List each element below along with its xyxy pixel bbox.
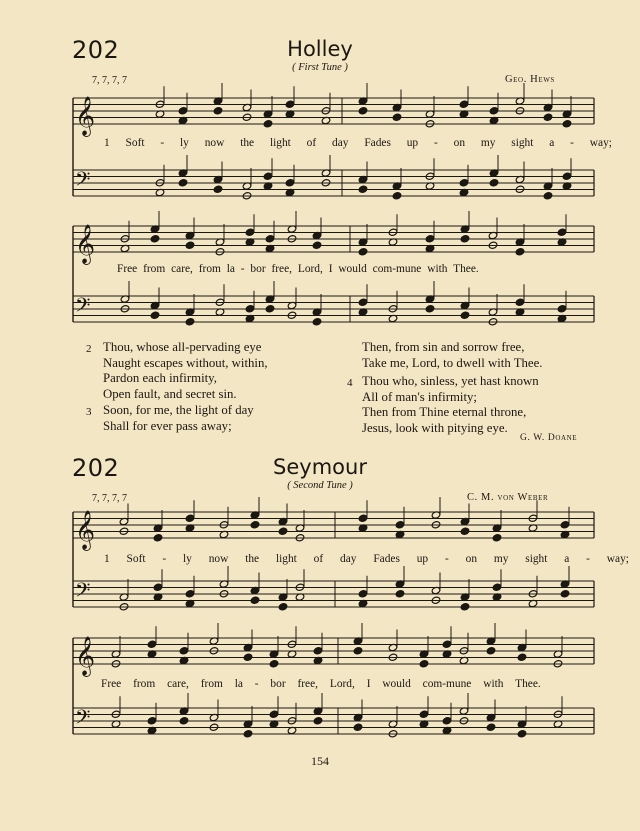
note-head: [460, 235, 470, 243]
note-head: [492, 534, 502, 542]
note-head: [147, 640, 157, 648]
note-head: [562, 120, 572, 128]
note-head: [185, 318, 195, 326]
note-head: [263, 172, 273, 180]
bass-clef-icon: 𝄢: [75, 578, 91, 607]
bass-clef-icon: 𝄢: [75, 293, 91, 322]
note-head: [250, 596, 260, 604]
verse-text: Thou, whose all-pervading eye Naught escapes without, within, Pardon each infirmity, Open fault, and secret sin.: [103, 340, 268, 401]
note-head: [213, 107, 223, 115]
note-head: [179, 717, 189, 725]
lyric-line: 1 Soft - ly now the light of day Fades up - on my sight a - way;: [104, 137, 612, 149]
note-head: [243, 653, 253, 661]
note-head: [517, 653, 527, 661]
note-head: [543, 192, 553, 200]
bass-clef-icon: 𝄢: [75, 167, 91, 196]
page-number: 154: [311, 754, 329, 768]
note-head: [179, 647, 189, 655]
note-head: [250, 521, 260, 529]
note-head: [265, 305, 275, 313]
note-head: [269, 710, 279, 718]
note-head: [358, 590, 368, 598]
note-head: [178, 179, 188, 187]
note-head: [425, 305, 435, 313]
note-head: [557, 305, 567, 313]
composer: C. M. von Weber: [467, 492, 549, 503]
note-head: [185, 514, 195, 522]
bass-clef-icon: 𝄢: [75, 705, 91, 734]
note-head: [486, 647, 496, 655]
note-head: [265, 235, 275, 243]
note-head: [395, 590, 405, 598]
treble-clef-icon: 𝄞: [75, 96, 96, 136]
lyric-line: Free from care, from la - bor free, Lord, I would com-mune with Thee.: [117, 263, 479, 275]
note-head: [515, 298, 525, 306]
note-head: [358, 514, 368, 522]
note-head: [492, 583, 502, 591]
note-head: [358, 185, 368, 193]
treble-clef-icon: 𝄞: [75, 224, 96, 264]
note-head: [245, 228, 255, 236]
hymn-number: 202: [72, 454, 120, 482]
note-head: [313, 717, 323, 725]
note-head: [560, 590, 570, 598]
note-head: [353, 647, 363, 655]
hymn-number: 202: [72, 36, 120, 64]
note-head: [460, 603, 470, 611]
note-head: [285, 100, 295, 108]
note-head: [562, 172, 572, 180]
verse-text: Thou who, sinless, yet hast known All of man's infirmity; Then from Thine eternal throne, Jesus, look with pitying eye.: [362, 374, 539, 435]
note-head: [263, 120, 273, 128]
note-head: [517, 730, 527, 738]
note-head: [358, 248, 368, 256]
note-head: [213, 185, 223, 193]
meter: 7, 7, 7, 7: [92, 493, 127, 504]
tune-note: ( Second Tune ): [287, 480, 353, 491]
hymn-title: Holley: [287, 37, 353, 61]
meter: 7, 7, 7, 7: [92, 75, 127, 86]
composer: Geo. Hews: [505, 74, 555, 85]
note-head: [442, 640, 452, 648]
note-head: [395, 521, 405, 529]
note-head: [459, 179, 469, 187]
note-head: [312, 241, 322, 249]
note-head: [153, 583, 163, 591]
note-head: [245, 305, 255, 313]
verse-text: Soon, for me, the light of day Shall for ever pass away;: [103, 403, 254, 433]
note-head: [442, 717, 452, 725]
note-head: [285, 179, 295, 187]
note-head: [278, 603, 288, 611]
note-head: [313, 647, 323, 655]
note-head: [312, 318, 322, 326]
note-head: [243, 730, 253, 738]
note-head: [269, 660, 279, 668]
lyric-line: 1 Soft - ly now the light of day Fades up - on my sight a - way;: [104, 553, 629, 565]
note-head: [459, 100, 469, 108]
note-head: [147, 717, 157, 725]
note-head: [153, 534, 163, 542]
note-head: [560, 521, 570, 529]
treble-clef-icon: 𝄞: [75, 510, 96, 550]
note-head: [419, 660, 429, 668]
note-head: [489, 107, 499, 115]
note-head: [460, 527, 470, 535]
note-head: [185, 241, 195, 249]
note-head: [557, 228, 567, 236]
note-head: [392, 113, 402, 121]
hymn-title: Seymour: [273, 455, 367, 479]
note-head: [358, 298, 368, 306]
note-head: [543, 113, 553, 121]
note-head: [150, 235, 160, 243]
note-head: [150, 311, 160, 319]
verse-text: Then, from sin and sorrow free, Take me, Lord, to dwell with Thee.: [362, 340, 543, 370]
verse-number: 3: [86, 406, 92, 418]
note-head: [353, 723, 363, 731]
note-head: [358, 107, 368, 115]
hymn-author: G. W. Doane: [520, 433, 578, 443]
note-head: [392, 192, 402, 200]
note-head: [185, 590, 195, 598]
note-head: [515, 248, 525, 256]
tune-note: ( First Tune ): [292, 62, 348, 73]
treble-clef-icon: 𝄞: [75, 636, 96, 676]
note-head: [425, 235, 435, 243]
note-head: [178, 107, 188, 115]
note-head: [486, 723, 496, 731]
note-head: [278, 527, 288, 535]
verse-number: 4: [347, 377, 353, 389]
note-head: [419, 710, 429, 718]
note-head: [489, 179, 499, 187]
lyric-line: Free from care, from la - bor free, Lord, I would com-mune with Thee.: [101, 678, 541, 690]
verse-number: 2: [86, 343, 92, 355]
note-head: [460, 311, 470, 319]
